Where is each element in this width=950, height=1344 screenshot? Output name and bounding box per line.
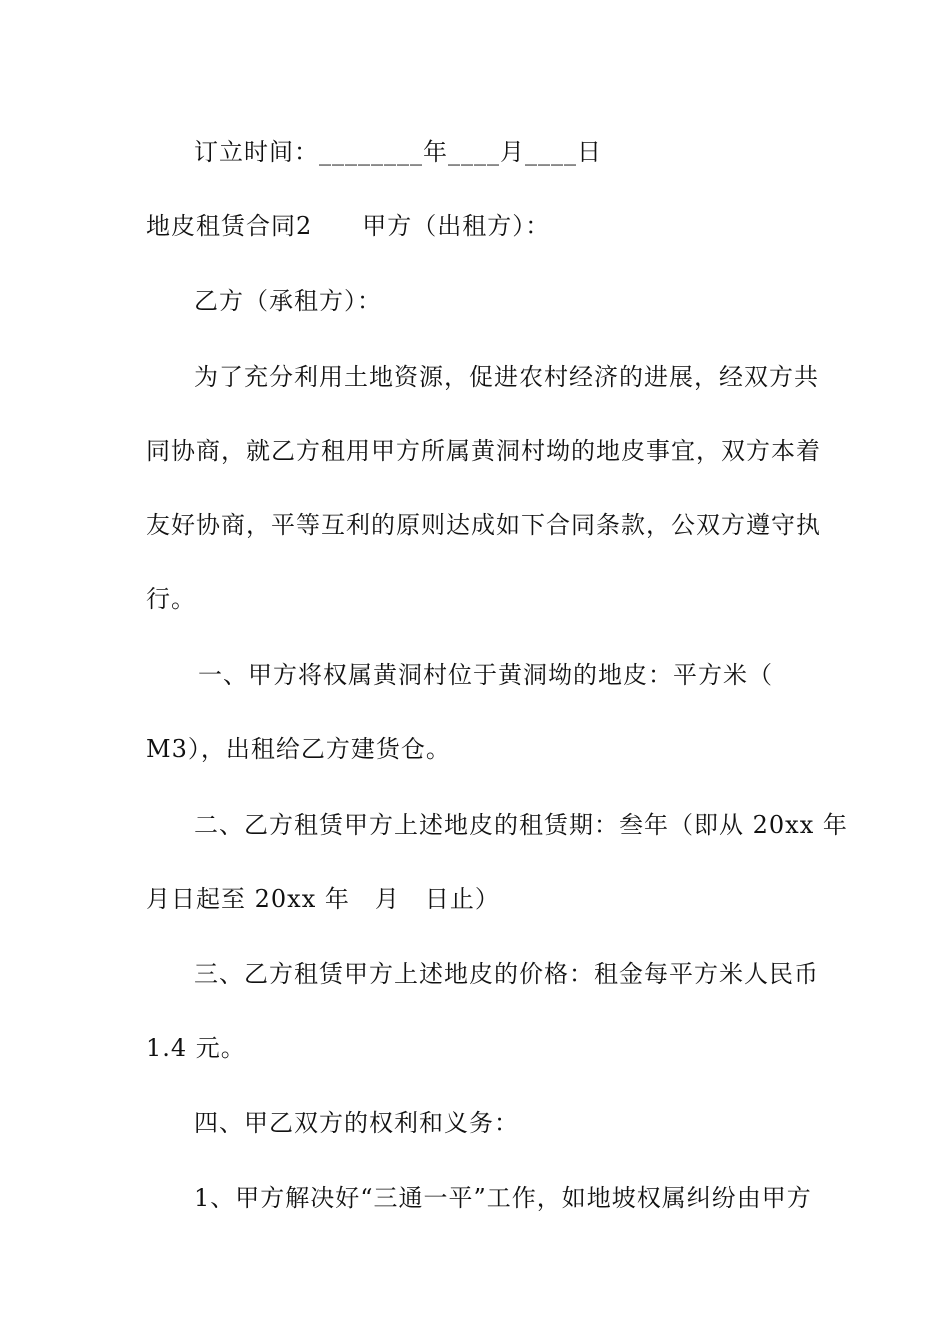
signing-date-line: 订立时间：________年____月____日 xyxy=(194,138,602,166)
intro-line-3: 友好协商，平等互利的原则达成如下合同条款，公双方遵守执 xyxy=(146,511,821,539)
intro-line-1: 为了充分利用土地资源，促进农村经济的进展，经双方共 xyxy=(194,363,819,391)
clause-2-line-1: 二、乙方租赁甲方上述地皮的租赁期：叁年（即从 20xx 年 xyxy=(194,811,848,839)
clause-4-title: 四、甲乙双方的权利和义务： xyxy=(194,1109,519,1137)
clause-1-line-1: 一、甲方将权属黄洞村位于黄洞坳的地皮：平方米（ xyxy=(198,661,773,689)
intro-line-4: 行。 xyxy=(146,585,196,613)
title-and-party-a: 地皮租赁合同2 甲方（出租方）： xyxy=(146,212,551,240)
clause-4-item-1: 1、甲方解决好“三通一平”工作，如地坡权属纠纷由甲方 xyxy=(194,1184,812,1212)
clause-1-line-2: M3），出租给乙方建货仓。 xyxy=(146,735,451,763)
clause-3-line-2: 1.4 元。 xyxy=(146,1034,246,1062)
intro-line-2: 同协商，就乙方租用甲方所属黄洞村坳的地皮事宜，双方本着 xyxy=(146,437,821,465)
clause-3-line-1: 三、乙方租赁甲方上述地皮的价格：租金每平方米人民币 xyxy=(194,960,819,988)
clause-2-line-2: 月日起至 20xx 年 月 日止） xyxy=(146,885,500,913)
party-b-line: 乙方（承租方）： xyxy=(194,287,382,315)
